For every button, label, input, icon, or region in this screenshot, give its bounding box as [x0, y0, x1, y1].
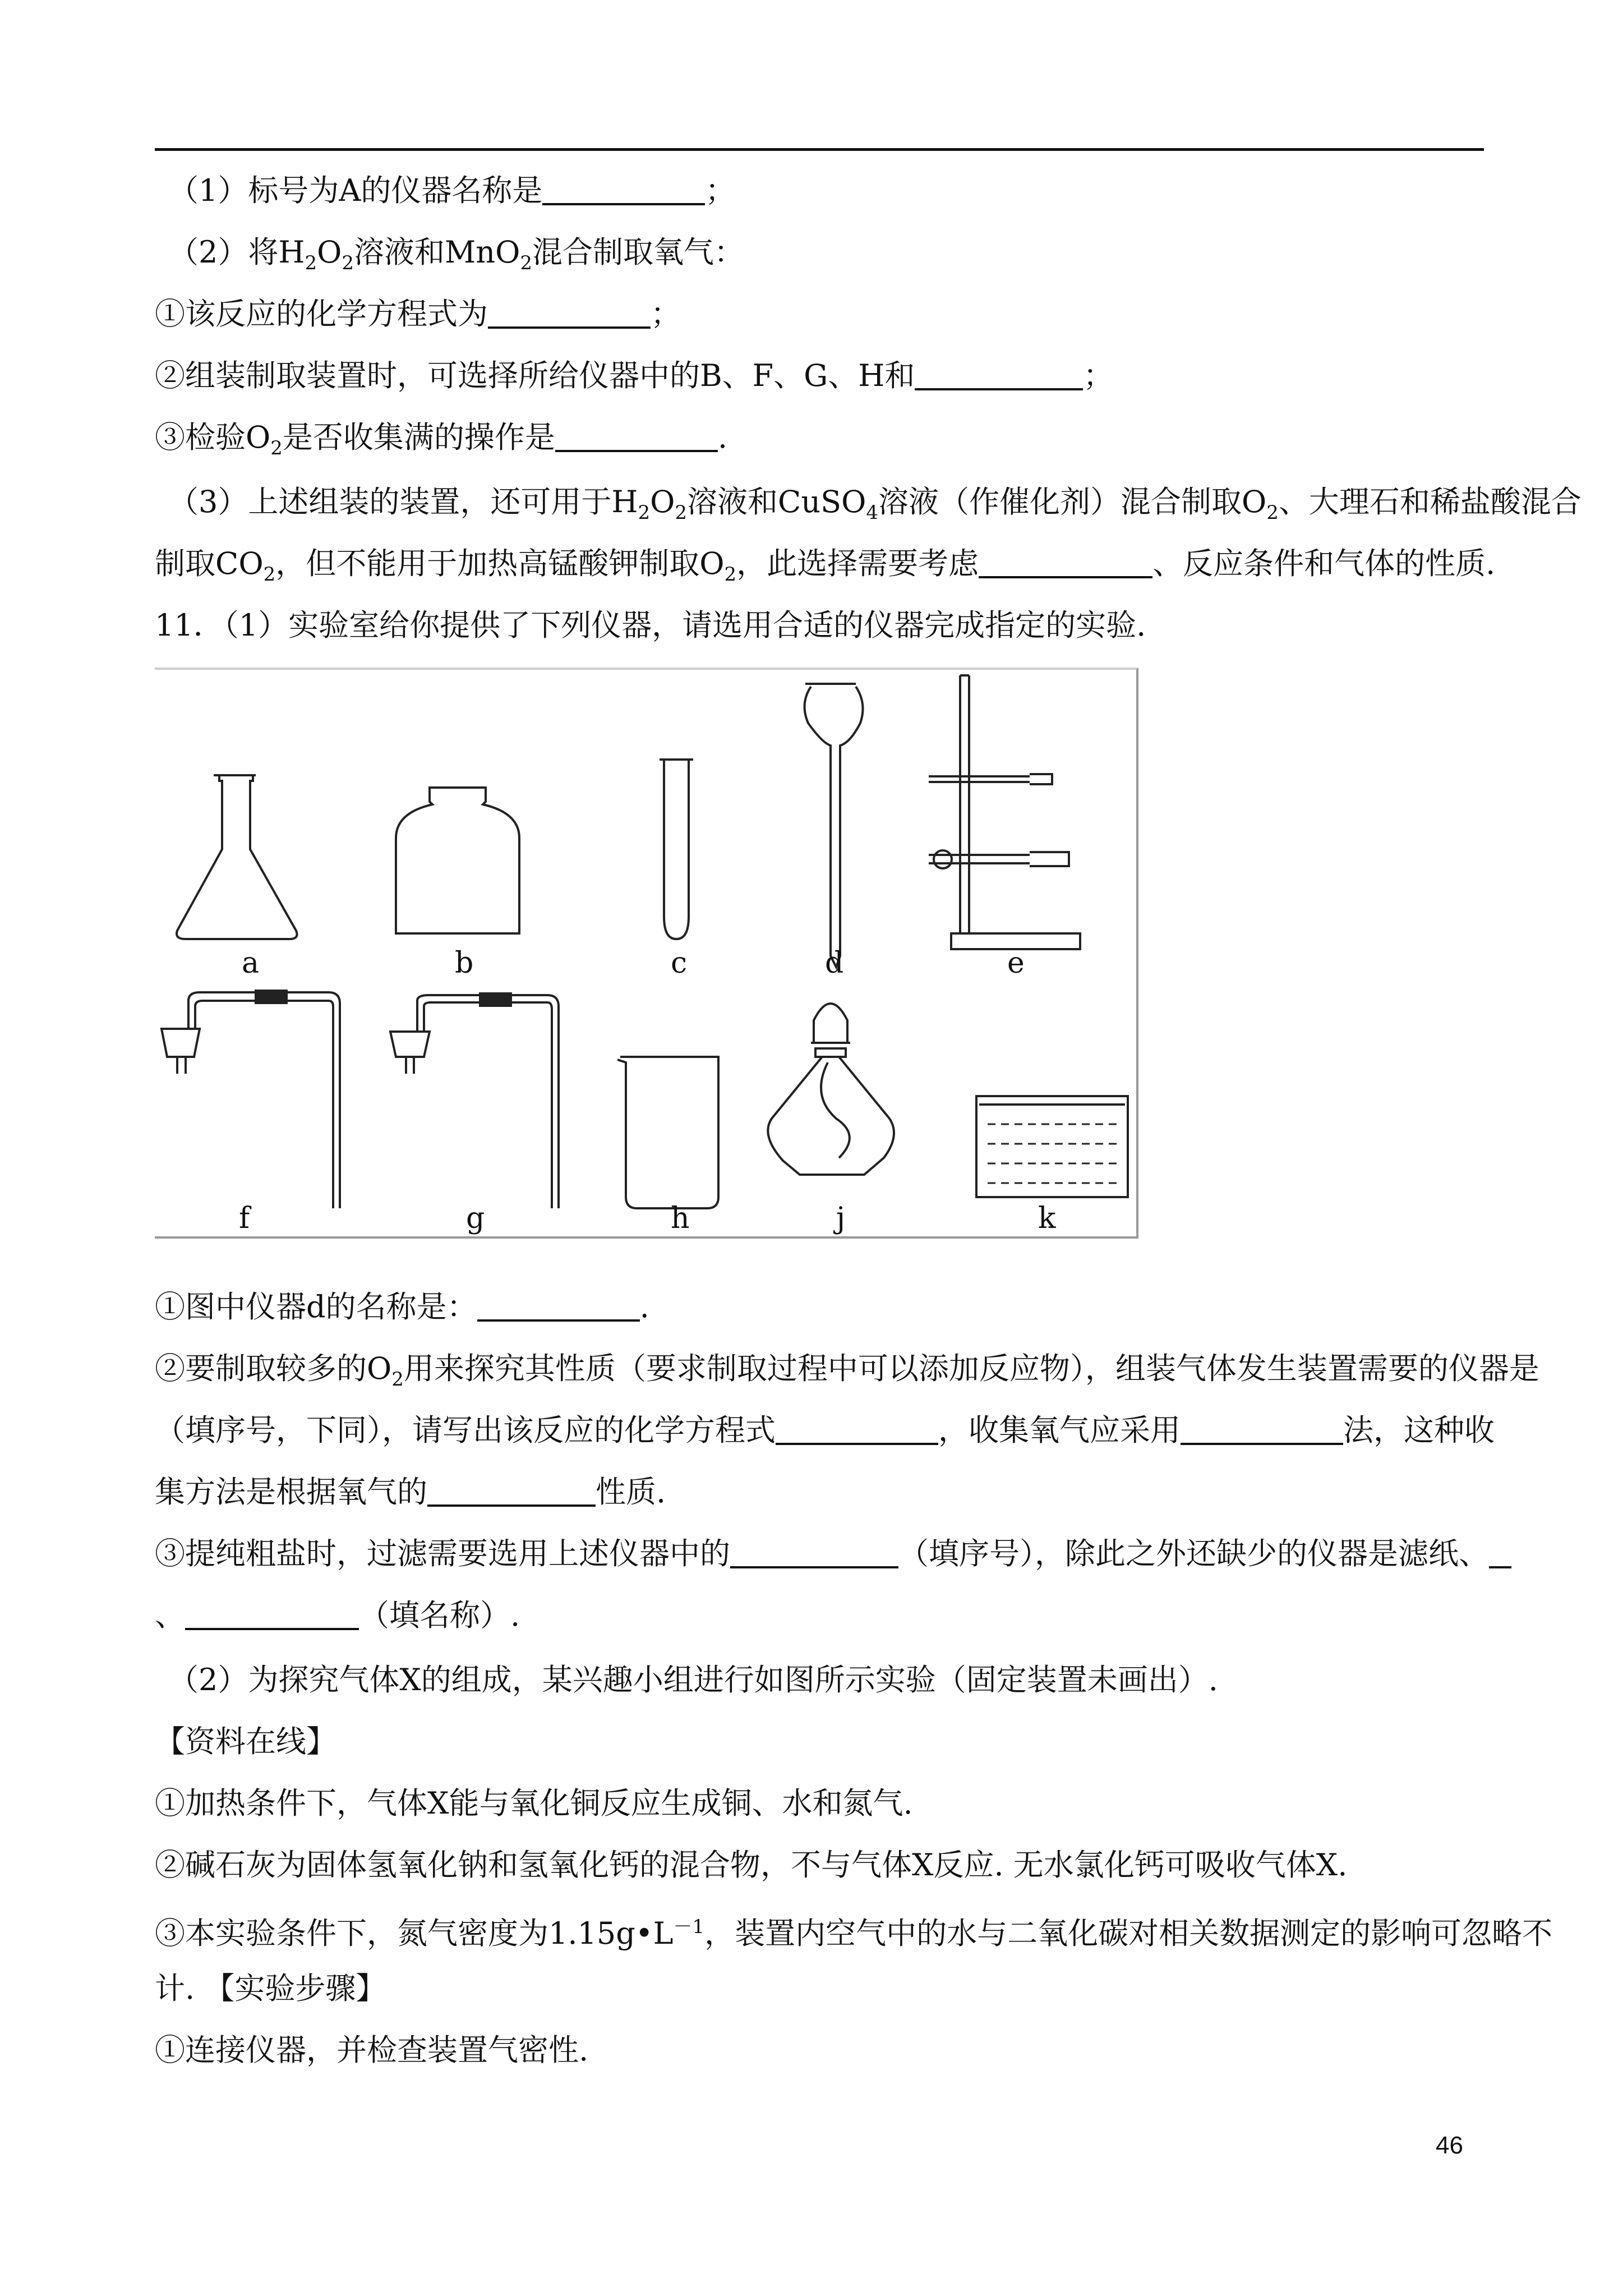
subscript: 2	[305, 251, 317, 274]
q11-s3b	[155, 1593, 1484, 1638]
text: ，但不能用于加热高锰酸钾制取O	[275, 546, 725, 581]
q10-part1	[168, 168, 1497, 213]
q10-c3-text: ③检验O	[155, 420, 271, 455]
info-3	[155, 1904, 1553, 1956]
punct: ；	[651, 296, 681, 332]
superscript: －1	[673, 1916, 705, 1938]
answer-blank[interactable]	[1181, 1411, 1343, 1445]
q10-c1	[155, 292, 1484, 337]
label-f: f	[239, 1202, 250, 1235]
conical-flask-icon	[177, 775, 297, 939]
beaker-icon	[617, 1057, 718, 1208]
text: 制取CO	[155, 546, 264, 581]
text: 【资料在线】	[155, 1724, 336, 1759]
stopper-delivery-tube-icon	[162, 991, 340, 1208]
text: ③提纯粗盐时，过滤需要选用上述仪器中的	[155, 1536, 730, 1571]
alcohol-lamp-icon	[768, 1004, 894, 1175]
q10-part2-end: 混合制取氧气：	[532, 234, 744, 270]
text: （填序号），除此之外还缺少的仪器是滤纸、	[898, 1536, 1489, 1571]
answer-blank[interactable]	[427, 1473, 596, 1507]
header-rule	[155, 148, 1484, 151]
text: 用来探究其性质（要求制取过程中可以添加反应物），组装气体发生装置需要的仪器是	[403, 1351, 1539, 1386]
answer-blank[interactable]	[488, 295, 651, 329]
text: ②要制取较多的O	[155, 1351, 392, 1386]
answer-blank[interactable]	[730, 1535, 898, 1568]
test-tube-icon	[660, 760, 693, 939]
q11-s1	[155, 1285, 1484, 1329]
info-1	[155, 1781, 1484, 1826]
info-4	[155, 1966, 1484, 2011]
q10-c3-mid: 是否收集满的操作是	[282, 420, 555, 455]
label-g: g	[466, 1202, 485, 1235]
q11-part2	[168, 1658, 1497, 1703]
iron-stand-icon	[929, 675, 1080, 949]
info-2	[155, 1843, 1484, 1888]
text: （填序号，下同），请写出该反应的化学方程式	[155, 1412, 776, 1448]
q10-part2-text: （2）将	[168, 234, 279, 270]
text: ①连接仪器，并检查装置气密性.	[155, 2032, 589, 2068]
punct: ；	[705, 173, 736, 208]
step-1	[155, 2028, 1484, 2073]
q10-part2-mid: 溶液和MnO	[354, 234, 520, 270]
stopper-delivery-tube-2-icon	[390, 993, 559, 1208]
text: 溶液（作催化剂）混合制取O	[878, 484, 1267, 519]
text: ①图中仪器d的名称是：	[155, 1289, 477, 1324]
subscript: 2	[675, 501, 688, 524]
answer-blank[interactable]	[776, 1411, 938, 1445]
label-h: h	[671, 1202, 690, 1235]
text: O	[650, 484, 675, 519]
q10-part2	[168, 230, 1497, 286]
long-neck-funnel-icon	[805, 684, 863, 967]
q11-s2a	[155, 1346, 1539, 1402]
q10-part3-cont	[155, 541, 1496, 597]
subscript: 4	[866, 501, 879, 524]
q10-part3	[168, 480, 1581, 535]
subscript: 2	[638, 501, 651, 524]
subscript: 2	[724, 563, 737, 586]
subscript: 2	[520, 251, 532, 274]
q11-intro	[155, 603, 1484, 648]
text: 、反应条件和气体的性质.	[1152, 546, 1496, 581]
text: ③本实验条件下，氮气密度为1.15g•L	[155, 1916, 674, 1951]
instrument-figure	[155, 668, 1138, 1239]
label-j: j	[836, 1202, 846, 1235]
label-k: k	[1038, 1202, 1056, 1235]
subscript: 2	[342, 251, 354, 274]
q10-c3	[155, 415, 1484, 471]
subscript: 2	[270, 436, 283, 459]
answer-blank[interactable]	[555, 418, 718, 452]
text: ，收集氧气应采用	[938, 1412, 1181, 1448]
q10-c2	[155, 353, 1484, 398]
text: （填名称）.	[359, 1598, 520, 1633]
wide-mouth-bottle-icon	[396, 788, 519, 933]
info-heading	[155, 1719, 1484, 1764]
punct: .	[717, 420, 728, 455]
text: 集方法是根据氧气的	[155, 1474, 427, 1510]
subscript: 2	[1266, 501, 1279, 524]
q10-c1-text: ①该反应的化学方程式为	[155, 296, 488, 332]
text: ，此选择需要考虑	[736, 546, 979, 581]
text: 溶液和CuSO	[687, 484, 866, 519]
answer-blank[interactable]	[185, 1596, 359, 1630]
text: ②碱石灰为固体氢氧化钠和氢氧化钙的混合物，不与气体X反应. 无水氯化钙可吸收气体X.	[155, 1847, 1348, 1883]
text: ，装置内空气中的水与二氧化碳对相关数据测定的影响可忽略不	[704, 1916, 1553, 1951]
punct: ；	[1083, 358, 1114, 393]
text: 性质.	[596, 1474, 666, 1510]
text: （2）为探究气体X的组成，某兴趣小组进行如图所示实验（固定装置未画出）.	[168, 1662, 1218, 1697]
answer-blank[interactable]	[915, 357, 1083, 390]
label-e: e	[1007, 946, 1025, 980]
q11-s2c	[155, 1470, 1484, 1515]
formula-part: H	[278, 234, 305, 270]
q10-c2-text: ②组装制取装置时，可选择所给仪器中的B、F、G、H和	[155, 358, 915, 393]
label-b: b	[455, 946, 474, 980]
label-c: c	[671, 946, 688, 980]
text: 、大理石和稀盐酸混合	[1278, 484, 1581, 519]
answer-blank[interactable]	[1489, 1535, 1511, 1568]
label-a: a	[242, 946, 260, 980]
answer-blank[interactable]	[477, 1288, 640, 1322]
subscript: 2	[391, 1368, 404, 1391]
label-d: d	[825, 946, 844, 980]
q11-s2b	[155, 1408, 1495, 1453]
answer-blank[interactable]	[542, 172, 705, 205]
q11-intro-text: 11．（1）实验室给你提供了下列仪器，请选用合适的仪器完成指定的实验.	[155, 608, 1146, 643]
text: 计. 【实验步骤】	[155, 1971, 386, 2006]
water-trough-icon	[976, 1096, 1128, 1197]
page-number: 46	[1436, 2132, 1463, 2159]
answer-blank[interactable]	[979, 545, 1152, 578]
text: （3）上述组装的装置，还可用于H	[168, 484, 638, 519]
text: 法，这种收	[1343, 1412, 1495, 1448]
q10-part1-text: （1）标号为A的仪器名称是	[168, 173, 543, 208]
formula-part: O	[317, 234, 342, 270]
text: ①加热条件下，气体X能与氧化铜反应生成铜、水和氮气.	[155, 1786, 913, 1821]
punct: .	[639, 1289, 649, 1324]
text: 、	[155, 1598, 185, 1633]
q11-s3a	[155, 1531, 1489, 1576]
subscript: 2	[263, 563, 276, 586]
instrument-drawing	[155, 670, 1136, 1236]
